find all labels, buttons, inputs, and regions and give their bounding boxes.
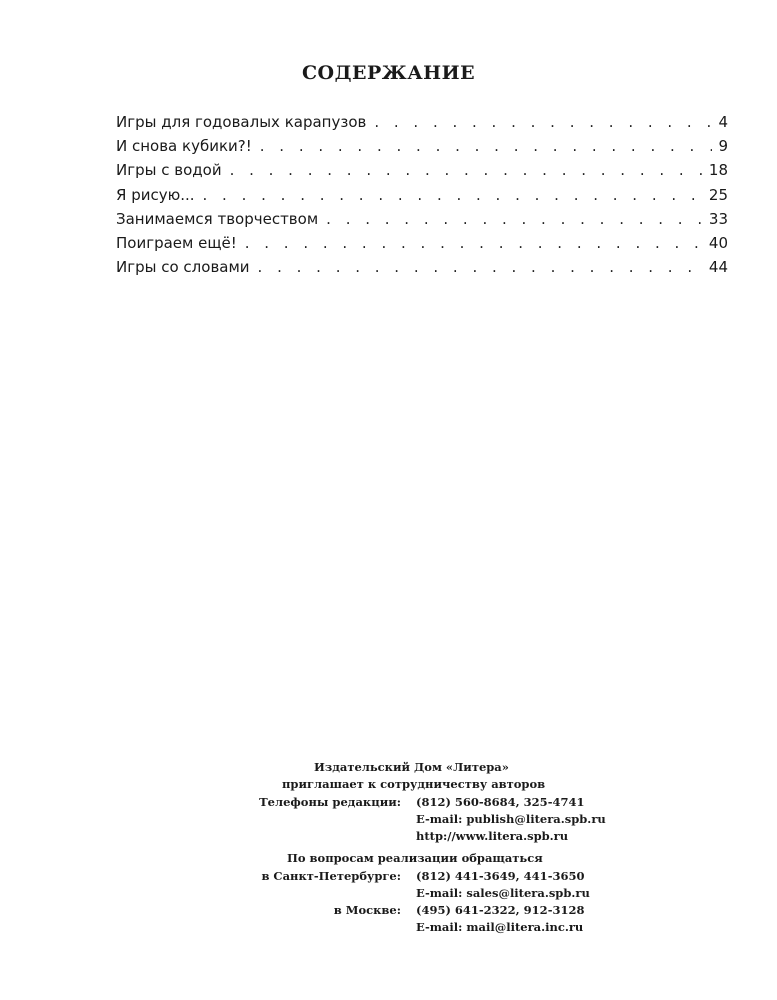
toc-entry-page: 18 <box>708 161 728 180</box>
spb-label: в Санкт-Петербурге: <box>261 869 401 883</box>
toc-entry-page: 44 <box>708 258 728 277</box>
toc-entry-page: 25 <box>708 185 728 204</box>
moscow-label: в Москве: <box>333 903 401 917</box>
toc-entry-page: 33 <box>708 209 728 228</box>
editorial-phones-label: Телефоны редакции: <box>259 795 401 809</box>
toc-entry-page: 40 <box>708 233 728 252</box>
toc-entry-label: Занимаемся творчеством <box>116 209 319 228</box>
toc-entry-label: Игры со словами <box>116 258 250 277</box>
publisher-heading: Издательский Дом «Литера» <box>314 760 509 774</box>
spb-phone: (812) 441-3649, 441-3650 <box>416 869 585 883</box>
website-link: http://www.litera.spb.ru <box>416 829 569 843</box>
toc-entry-label: Поиграем ещё! <box>116 233 237 252</box>
toc-entry-label: И снова кубики?! <box>116 137 252 156</box>
sales-heading: По вопросам реализации обращаться <box>287 851 543 865</box>
page-title: СОДЕРЖАНИЕ <box>301 62 476 84</box>
toc-entry-page: 9 <box>718 137 728 156</box>
editorial-email: E-mail: publish@litera.spb.ru <box>416 812 606 826</box>
spb-email: E-mail: sales@litera.spb.ru <box>416 886 590 900</box>
toc-entry-page: 4 <box>718 113 728 131</box>
toc-entry-label: Игры для годовалых карапузов <box>116 113 367 131</box>
editorial-phone: (812) 560-8684, 325-4741 <box>416 795 585 809</box>
moscow-phone: (495) 641-2322, 912-3128 <box>416 903 585 917</box>
toc-entry-label: Игры с водой <box>116 161 222 180</box>
publisher-invitation: приглашает к сотрудничеству авторов <box>282 777 546 791</box>
toc-entry-label: Я рисую... <box>116 185 195 204</box>
moscow-email: E-mail: mail@litera.inc.ru <box>416 920 584 934</box>
